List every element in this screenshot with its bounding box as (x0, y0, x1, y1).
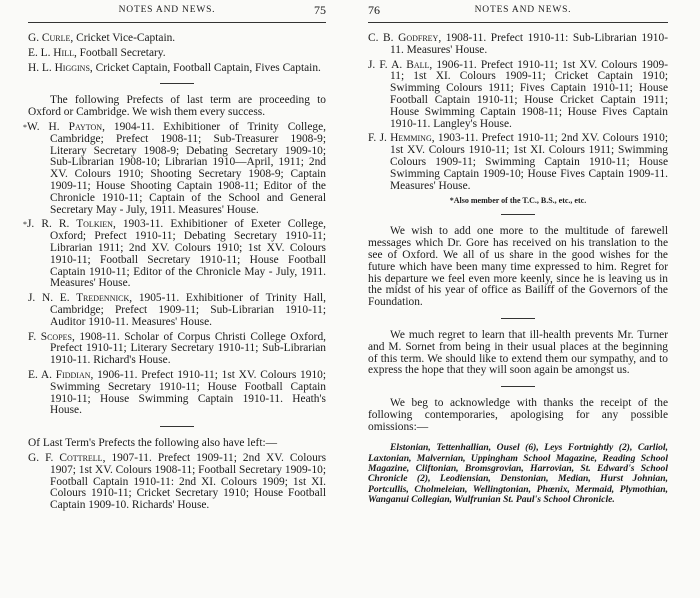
entry-text: , Cricket Vice-Captain. (70, 32, 176, 44)
running-title: NOTES AND NEWS. (474, 5, 572, 15)
entry-name: W. H. Payton (27, 120, 103, 133)
prefect-entry (28, 370, 326, 417)
prefect-entry (23, 218, 326, 290)
entry-name: E. L. Hill (28, 46, 74, 59)
entry-text: , 1908-11. Prefect 1910-11: Sub-Librarian 1910-11. Measures' House. (390, 32, 668, 56)
entry-name: J. F. A. Ball (368, 58, 430, 71)
gore-paragraph: We wish to add one more to the multitude of farewell messages which Dr. Gore has received on his translation to the see of Oxford. We all of us share in the good wishes for the future which have been many time expressed to him. Regret for his departure we feel even more keenly, since he is leaving us in the midst of his year of office as Bailiff of the Governors of the Foundation. (368, 225, 668, 309)
entry-name: C. B. Godfrey (368, 32, 439, 44)
prefect-entry (23, 120, 326, 216)
ill-health-paragraph: We much regret to learn that ill-health prevents Mr. Turner and M. Sornet from being in their usual places at the beginning of this term. We should like to extend them our sympathy, and to express the hope that they will soon again be amongst us. (368, 328, 668, 377)
entry-name: G. Curle (28, 32, 71, 44)
prefect-entry (28, 293, 326, 328)
page-number: 76 (368, 3, 380, 17)
entry (28, 63, 326, 75)
running-title: NOTES AND NEWS. (118, 5, 216, 15)
header-rule (28, 22, 326, 23)
footnote-marker: * (23, 122, 27, 132)
entry (28, 33, 326, 45)
page-header (368, 0, 668, 22)
contemporaries-list: Elstonian, Tettenhallian, Ousel (6), Leys Fortnightly (2), Carliol, Laxtonian, Malvernian, Uppingham School Magazine, Reading School Magazine, Cliftonian, Bromsgrovian, Harrovian, St. Edward's School Chronicle (2), Leodiensian, Denstonian, Median, Hurst Johnian, Portcullis, Cholmeleian, Wellingtonian, Phœnix, Mermaid, Plymothian, Wanganui Collegian, Wulfrunian St. Paul's School Chronicle. (368, 442, 668, 506)
entry-text: , 1903-11. Prefect 1910-11; 2nd XV. Colours 1910; 1st XV. Colours 1910-11; 1st XI. Colours 1911; Swimming Colours 1909-11; Swimming Captain 1910-11; House Swimming Captain 1909-10; House Fives Captain 1909-11. Measures' House. (390, 132, 668, 192)
entry-name: F. Scopes (28, 330, 72, 343)
page-number: 75 (314, 3, 326, 17)
thanks-paragraph: We beg to acknowledge with thanks the receipt of the following contemporaries, apologising for any possible omissions:— (368, 397, 668, 433)
section-divider (160, 426, 194, 427)
entry-name: J. N. E. Tredennick (28, 292, 130, 305)
entry-text: , 1906-11. Prefect 1910-11; 1st XV. Colours 1910; Swimming Secretary 1910-11; House Football Captain 1910-11; House Swimming Captain 1910-11. Heath's House. (50, 368, 326, 417)
section-divider (501, 214, 535, 215)
left-page (23, 0, 326, 598)
prefect-entry (368, 33, 668, 57)
also-left-intro: Of Last Term's Prefects the following also have left:— (28, 437, 278, 450)
prefect-entry (368, 133, 668, 192)
entry-name: H. L. Higgins (28, 61, 90, 74)
section-divider (501, 386, 535, 387)
footnote: *Also member of the T.C., B.S., etc., etc. (449, 196, 587, 206)
entry-text: , 1903-11. Exhibitioner of Exeter College, Oxford; Prefect 1910-11; Debating Secretary 1910-11; Librarian 1911; 2nd XV. Colours 1910; 1st XV. Colours 1910-11; Football Secretary 1910-11; House Football Captain 1910-11; Editor of the Chronicle May - July, 1911. Measures' House. (50, 218, 326, 290)
entry-text: , Football Secretary. (73, 46, 166, 59)
entry-name: F. J. Hemming (368, 132, 432, 145)
section-divider (501, 318, 535, 319)
entry-text: , 1907-11. Prefect 1909-11; 2nd XV. Colours 1907; 1st XV. Colours 1908-11; Football Secretary 1909-10; Football Captain 1910-11: 2nd XI. Colours 1909; 1st XI. Colours 1910-11; Cricket Secretary 1910; House Football Captain 1909-10. Richards' House. (50, 451, 326, 512)
intro-paragraph: The following Prefects of last term are proceeding to Oxford or Cambridge. We wish them every success. (28, 94, 326, 119)
entry-text: , 1908-11. Scholar of Corpus Christi College Oxford, Prefect 1910-11; Literary Secretary 1910-11; Sub-Librarian 1910-11. Richard's House. (50, 330, 326, 367)
entry (28, 48, 326, 60)
entry-name: E. A. Fiddian (28, 368, 91, 381)
header-rule (368, 22, 668, 23)
entry-name: J. R. R. Tolkien (27, 218, 113, 231)
entry-text: , 1906-11. Prefect 1910-11; 1st XV. Colours 1909-11; 1st XI. Colours 1909-11; Cricket Captain 1910; Swimming Colours 1911; Fives Captain 1910-11; House Football Captain 1910-11; House Cricket Captain 1911; House Swimming Captain 1908-11; House Fives Captain 1910-11. Langley's House. (390, 58, 669, 130)
prefect-entry (28, 332, 326, 367)
entry-text: , Cricket Captain, Football Captain, Fives Captain. (89, 61, 321, 74)
entry-text: , 1904-11. Exhibitioner of Trinity College, Cambridge; Prefect 1908-11; Sub-Treasurer 1908-9; Literary Secretary 1908-9; Debating Secretary 1909-10; Sub-Librarian 1908-10; Librarian 1910—April, 1911; 2nd XV. Colours 1910; Shooting Secretary 1908-9; Captain 1909-11; House Shooting Captain 1908-11; Editor of the Chronicle 1910-11; Captain of the School and General Secretary May - July, 1911. Measures' House. (50, 120, 326, 216)
footnote-marker: * (23, 220, 27, 230)
section-divider (160, 83, 194, 84)
prefect-entry (28, 453, 326, 512)
page-header (28, 0, 326, 22)
entry-text: , 1905-11. Exhibitioner of Trinity Hall, Cambridge; Prefect 1909-11; Sub-Librarian 1910-11; Auditor 1910-11. Measures' House. (50, 292, 326, 328)
prefect-entry (368, 60, 668, 131)
right-page (368, 0, 668, 598)
entry-name: G. F. Cottrell (28, 451, 103, 464)
